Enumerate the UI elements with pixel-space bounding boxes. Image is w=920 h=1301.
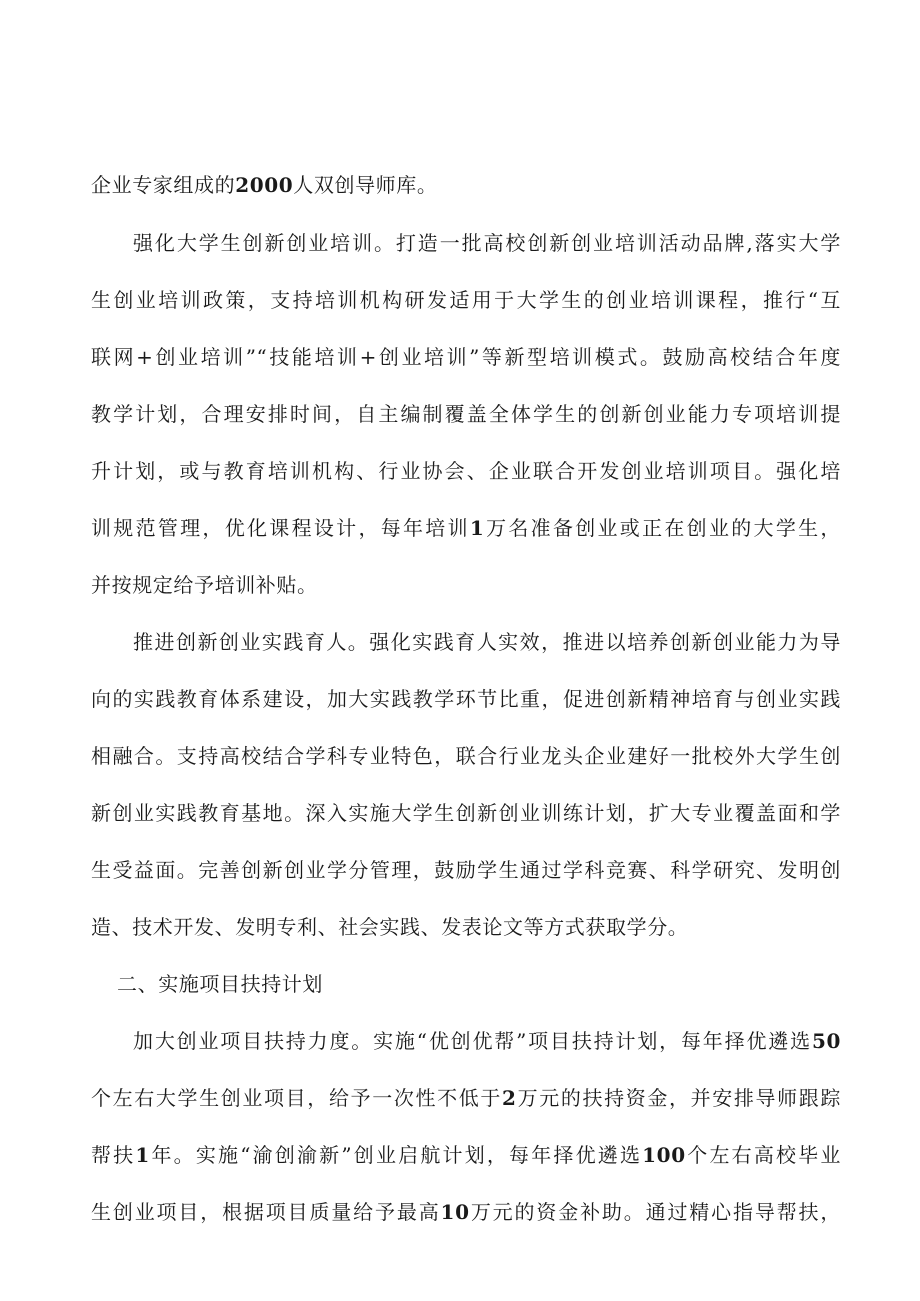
paragraph-line: 训规范管理，优化课程设计，每年培训1万名准备创业或正在创业的大学生，: [91, 516, 841, 540]
paragraph-line: 生创业培训政策，支持培训机构研发适用于大学生的创业培训课程，推行“互: [91, 288, 841, 312]
paragraph-line: 加大创业项目扶持力度。实施“优创优帮”项目扶持计划，每年择优遴选50: [133, 1029, 841, 1053]
paragraph-line: 向的实践教育体系建设，加大实践教学环节比重，促进创新精神培育与创业实践: [91, 687, 841, 711]
paragraph-line: 相融合。支持高校结合学科专业特色，联合行业龙头企业建好一批校外大学生创: [91, 744, 841, 768]
paragraph-line: 强化大学生创新创业培训。打造一批高校创新创业培训活动品牌,落实大学: [133, 231, 841, 255]
paragraph-line: 企业专家组成的2000人双创导师库。: [91, 173, 438, 197]
paragraph-line: 个左右大学生创业项目，给予一次性不低于2万元的扶持资金，并安排导师跟踪: [91, 1086, 841, 1110]
paragraph-line: 升计划，或与教育培训机构、行业协会、企业联合开发创业培训项目。强化培: [91, 459, 841, 483]
paragraph-line: 造、技术开发、发明专利、社会实践、发表论文等方式获取学分。: [91, 915, 689, 939]
paragraph-line: 新创业实践教育基地。深入实施大学生创新创业训练计划，扩大专业覆盖面和学: [91, 801, 841, 825]
paragraph-line: 联网+创业培训”“技能培训+创业培训”等新型培训模式。鼓励高校结合年度: [91, 345, 841, 369]
section-heading: 二、实施项目扶持计划: [117, 972, 323, 996]
paragraph-line: 生创业项目，根据项目质量给予最高10万元的资金补助。通过精心指导帮扶，: [91, 1200, 841, 1224]
paragraph-line: 推进创新创业实践育人。强化实践育人实效，推进以培养创新创业能力为导: [133, 630, 841, 654]
paragraph-line: 并按规定给予培训补贴。: [91, 573, 318, 597]
paragraph-line: 生受益面。完善创新创业学分管理，鼓励学生通过学科竞赛、科学研究、发明创: [91, 858, 841, 882]
paragraph-line: 教学计划，合理安排时间，自主编制覆盖全体学生的创新创业能力专项培训提: [91, 402, 841, 426]
paragraph-line: 帮扶1年。实施“渝创渝新”创业启航计划，每年择优遴选100个左右高校毕业: [91, 1143, 842, 1167]
